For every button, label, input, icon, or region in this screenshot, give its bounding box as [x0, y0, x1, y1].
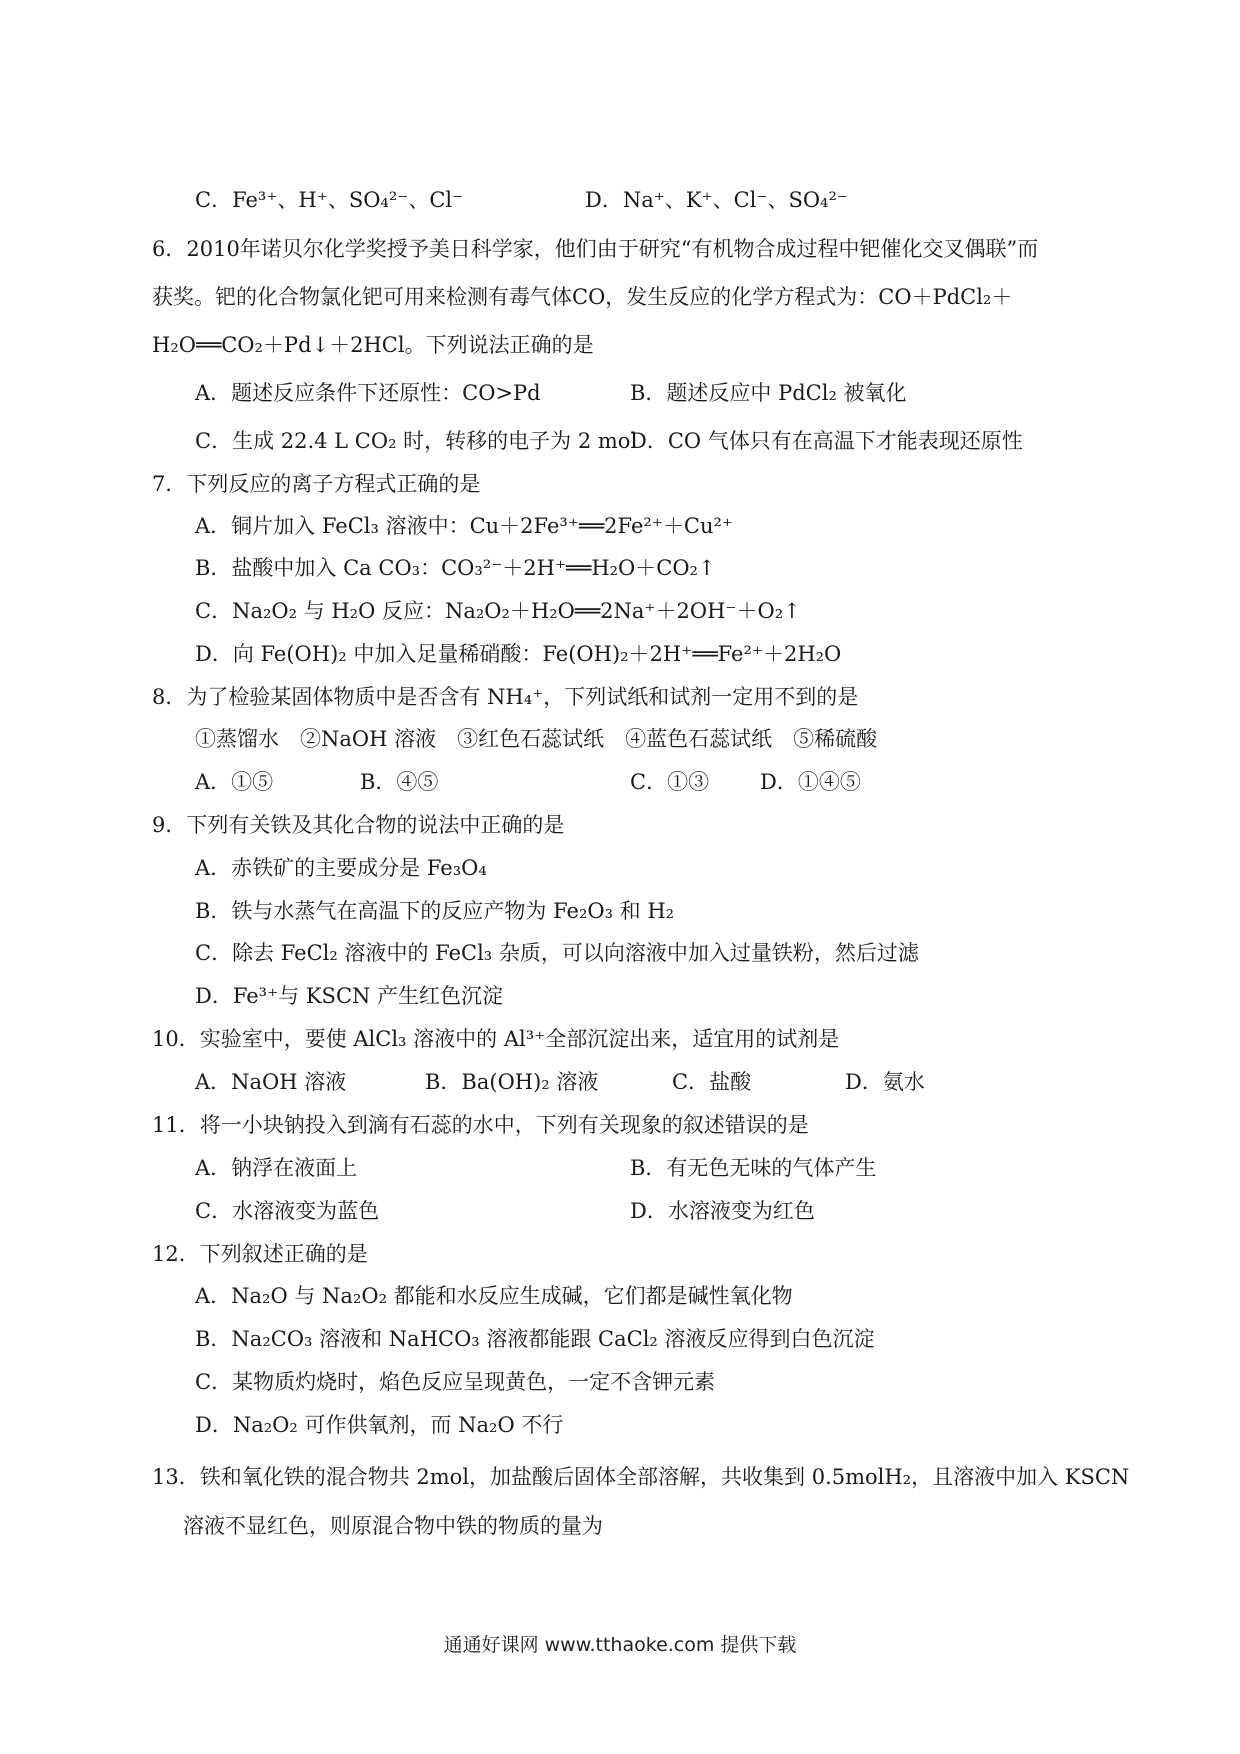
- q9-stem: 9．下列有关铁及其化合物的说法中正确的是: [152, 813, 565, 837]
- q8-reagent-list: ①蒸馏水 ②NaOH 溶液 ③红色石蕊试纸 ④蓝色石蕊试纸 ⑤稀硫酸: [195, 727, 878, 751]
- q9-option-d: D．Fe³⁺与 KSCN 产生红色沉淀: [195, 984, 504, 1008]
- q12-option-b: B．Na₂CO₃ 溶液和 NaHCO₃ 溶液都能跟 CaCl₂ 溶液反应得到白色沉淀: [195, 1327, 875, 1351]
- q6-option-c: C．生成 22.4 L CO₂ 时，转移的电子为 2 mol: [195, 429, 638, 453]
- q6-stem-line-3: H₂O══CO₂＋Pd↓＋2HCl。下列说法正确的是: [152, 333, 594, 357]
- q8-option-c: C．①③: [630, 770, 710, 794]
- q10-option-d: D．氨水: [845, 1070, 925, 1094]
- q11-option-c: C．水溶液变为蓝色: [195, 1199, 380, 1223]
- q5-option-d: D．Na⁺、K⁺、Cl⁻、SO₄²⁻: [585, 188, 848, 212]
- q8-stem: 8．为了检验某固体物质中是否含有 NH₄⁺，下列试纸和试剂一定用不到的是: [152, 685, 859, 709]
- q9-option-b: B．铁与水蒸气在高温下的反应产物为 Fe₂O₃ 和 H₂: [195, 899, 675, 923]
- q10-option-c: C．盐酸: [672, 1070, 752, 1094]
- q7-option-c: C．Na₂O₂ 与 H₂O 反应：Na₂O₂＋H₂O══2Na⁺＋2OH⁻＋O₂↑: [195, 599, 801, 623]
- q8-option-d: D．①④⑤: [760, 770, 861, 794]
- q7-option-a: A．铜片加入 FeCl₃ 溶液中：Cu＋2Fe³⁺══2Fe²⁺＋Cu²⁺: [195, 514, 733, 538]
- q8-option-b: B．④⑤: [360, 770, 439, 794]
- q10-option-b: B．Ba(OH)₂ 溶液: [425, 1070, 599, 1094]
- q6-stem-line-2: 获奖。钯的化合物氯化钯可用来检测有毒气体CO，发生反应的化学方程式为：CO＋PdCl₂＋: [152, 285, 1013, 309]
- q8-option-a: A．①⑤: [195, 770, 274, 794]
- q13-stem-line-2: 溶液不显红色，则原混合物中铁的物质的量为: [183, 1514, 603, 1538]
- q7-option-d: D．向 Fe(OH)₂ 中加入足量稀硝酸：Fe(OH)₂＋2H⁺══Fe²⁺＋2H₂O: [195, 642, 842, 666]
- q6-option-a: A．题述反应条件下还原性：CO>Pd: [195, 381, 541, 405]
- q9-option-c: C．除去 FeCl₂ 溶液中的 FeCl₃ 杂质，可以向溶液中加入过量铁粉，然后过滤: [195, 941, 919, 965]
- q11-option-d: D．水溶液变为红色: [630, 1199, 815, 1223]
- q12-stem: 12．下列叙述正确的是: [152, 1242, 368, 1266]
- q12-option-a: A．Na₂O 与 Na₂O₂ 都能和水反应生成碱，它们都是碱性氧化物: [195, 1284, 793, 1308]
- q13-stem-line-1: 13．铁和氧化铁的混合物共 2mol，加盐酸后固体全部溶解，共收集到 0.5molH₂，且溶液中加入 KSCN: [152, 1465, 1130, 1489]
- q11-stem: 11．将一小块钠投入到滴有石蕊的水中，下列有关现象的叙述错误的是: [152, 1113, 809, 1137]
- q6-option-d: D．CO 气体只有在高温下才能表现还原性: [630, 429, 1023, 453]
- q11-option-a: A．钠浮在液面上: [195, 1156, 358, 1180]
- q12-option-c: C．某物质灼烧时，焰色反应呈现黄色，一定不含钾元素: [195, 1370, 716, 1394]
- q11-option-b: B．有无色无味的气体产生: [630, 1156, 877, 1180]
- page-footer: 通通好课网 www.tthaoke.com 提供下载: [443, 1634, 797, 1656]
- q5-option-c: C．Fe³⁺、H⁺、SO₄²⁻、Cl⁻: [195, 188, 464, 212]
- q10-stem: 10．实验室中，要使 AlCl₃ 溶液中的 Al³⁺全部沉淀出来，适宜用的试剂是: [152, 1027, 840, 1051]
- q12-option-d: D．Na₂O₂ 可作供氧剂，而 Na₂O 不行: [195, 1413, 564, 1437]
- q6-stem-line-1: 6．2010年诺贝尔化学奖授予美日科学家，他们由于研究“有机物合成过程中钯催化交叉偶联”而: [152, 237, 1039, 261]
- q10-option-a: A．NaOH 溶液: [195, 1070, 347, 1094]
- q7-option-b: B．盐酸中加入 Ca CO₃：CO₃²⁻＋2H⁺══H₂O＋CO₂↑: [195, 556, 716, 580]
- q9-option-a: A．赤铁矿的主要成分是 Fe₃O₄: [195, 856, 487, 880]
- q6-option-b: B．题述反应中 PdCl₂ 被氧化: [630, 381, 907, 405]
- q7-stem: 7．下列反应的离子方程式正确的是: [152, 472, 481, 496]
